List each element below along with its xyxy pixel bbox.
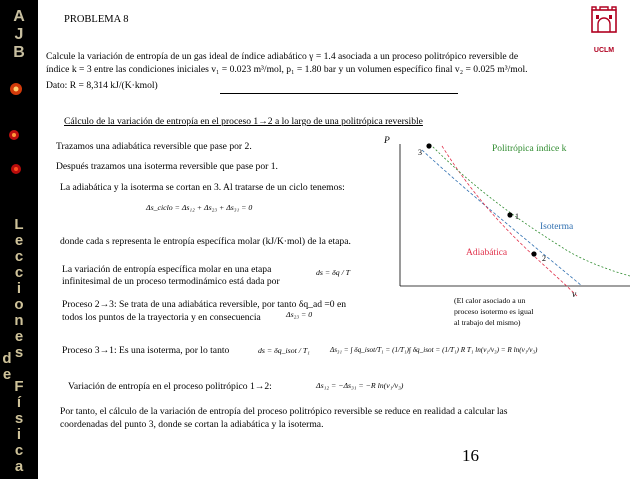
sidebar-letter: L <box>14 216 24 233</box>
point-label-2: 2 <box>542 254 546 263</box>
sidebar-title-letter: J <box>14 26 24 43</box>
sidebar-letter: s <box>14 344 24 361</box>
sidebar-letter: e <box>14 328 24 345</box>
sidebar-letter: i <box>16 280 22 297</box>
final-line-2: coordenadas del punto 3, donde se cortan la adiabática y la isoterma. <box>60 419 324 430</box>
problem-line-1: Calcule la variación de entropía de un gas ideal de índice adiabático γ = 1.4 asociada a un proceso politrópico reversible de <box>46 51 519 62</box>
sidebar-title-letter: B <box>13 44 25 61</box>
sidebar <box>0 0 38 479</box>
sidebar-letter: í <box>16 394 22 411</box>
isotherm-curve <box>422 150 582 286</box>
sidebar-letter: d <box>2 350 12 367</box>
each-s-text: donde cada s representa le entropía específica molar (kJ/K·mol) de la etapa. <box>60 236 351 247</box>
sidebar-letter: a <box>14 458 24 475</box>
castle-logo-icon <box>578 6 630 46</box>
page-number: 16 <box>462 446 479 465</box>
polytropic-curve <box>430 144 630 276</box>
sidebar-letter: c <box>14 248 24 265</box>
step-2: Después trazamos una isoterma reversible que pase por 1. <box>56 161 278 172</box>
eq-s23: Δs₂₃ = 0 <box>286 310 313 319</box>
heat-note-1: (El calor asociado a un <box>454 296 526 305</box>
eq-cycle: Δs_ciclo = Δs₁₂ + Δs₂₃ + Δs₃₁ = 0 <box>146 203 253 212</box>
eq-ds: ds = δq / T <box>316 268 351 277</box>
sidebar-letter: n <box>14 312 24 329</box>
step-3: La adiabática y la isoterma se cortan en 3. Al tratarse de un ciclo tenemos: <box>60 182 345 193</box>
sidebar-letter: e <box>14 232 24 249</box>
point-label-1: 1 <box>515 212 519 221</box>
point-2 <box>531 251 536 256</box>
eq-s31: Δs₃₁ = ∫ δq_isot/T₁ = (1/T₁)∫ δq_isot = (1/T₁) R T₁ ln(v₁/v₃) = R ln(v₁/v₃) <box>330 346 538 354</box>
sidebar-letter: e <box>2 366 12 383</box>
process-23-line-1: Proceso 2→3: Se trata de una adiabática reversible, por tanto δq_ad =0 en <box>62 299 347 310</box>
uclm-logo <box>578 6 630 54</box>
variation-polytropic: Variación de entropía en el proceso politrópico 1→2: <box>68 381 272 392</box>
pv-diagram-svg <box>382 136 634 308</box>
eq-s12: Δs₁₂ = −Δs₃₁ = −R ln(v₁/v₃) <box>316 381 404 390</box>
sidebar-letter: F <box>14 378 24 395</box>
sidebar-letter: o <box>14 296 24 313</box>
dato: Dato: R = 8,314 kJ/(K·kmol) <box>46 80 158 91</box>
label-isotherm: Isoterma <box>540 222 574 232</box>
page-title: PROBLEMA 8 <box>64 14 129 25</box>
sidebar-letter: c <box>14 442 24 459</box>
point-1 <box>507 212 512 217</box>
variation-line-2: infinitesimal de un proceso termodinámico está dada por <box>62 276 280 287</box>
step-1: Trazamos una adiabática reversible que pase por 2. <box>56 141 252 152</box>
axis-label-p: P <box>384 136 390 146</box>
sidebar-spark-icon <box>4 160 30 178</box>
point-3 <box>426 143 431 148</box>
process-31: Proceso 3→1: Es una isoterma, por lo tanto <box>62 345 230 356</box>
divider <box>220 93 458 94</box>
sidebar-letter: s <box>14 410 24 427</box>
label-adiabatic: Adiabática <box>466 248 508 258</box>
heat-note-3: al trabajo del mismo) <box>454 318 521 327</box>
final-line-1: Por tanto, el cálculo de la variación de entropía del proceso politrópico reversible se reduce en realidad a calcular las <box>60 406 508 417</box>
adiabatic-curve <box>442 146 577 296</box>
variation-line-1: La variación de entropía específica molar en una etapa <box>62 264 272 275</box>
sidebar-letter: i <box>16 426 22 443</box>
point-label-3: 3 <box>418 148 422 157</box>
sidebar-glow-icon <box>4 80 30 98</box>
sidebar-letter: c <box>14 264 24 281</box>
axis-label-v: v <box>572 290 577 300</box>
pv-diagram <box>382 136 634 308</box>
section-title: Cálculo de la variación de entropía en el proceso 1→2 a lo largo de una politrópica reversible <box>64 116 423 127</box>
eq-ds-isot: ds = δq_isot / T₁ <box>258 346 310 355</box>
problem-line-2: índice k = 3 entre las condiciones iniciales v₁ = 0.023 m³/mol, p₁ = 1.80 bar y un volumen específico final v₂ = 0.025 m³/mol. <box>46 64 528 75</box>
logo-text: UCLM <box>593 47 615 54</box>
label-polytropic: Politrópica índice k <box>492 144 567 154</box>
process-23-line-2: todos los puntos de la trayectoria y en consecuencia <box>62 312 261 323</box>
sidebar-flame-icon <box>4 126 30 144</box>
heat-note-2: proceso isotermo es igual <box>454 307 534 316</box>
sidebar-title-letter: A <box>13 8 25 25</box>
